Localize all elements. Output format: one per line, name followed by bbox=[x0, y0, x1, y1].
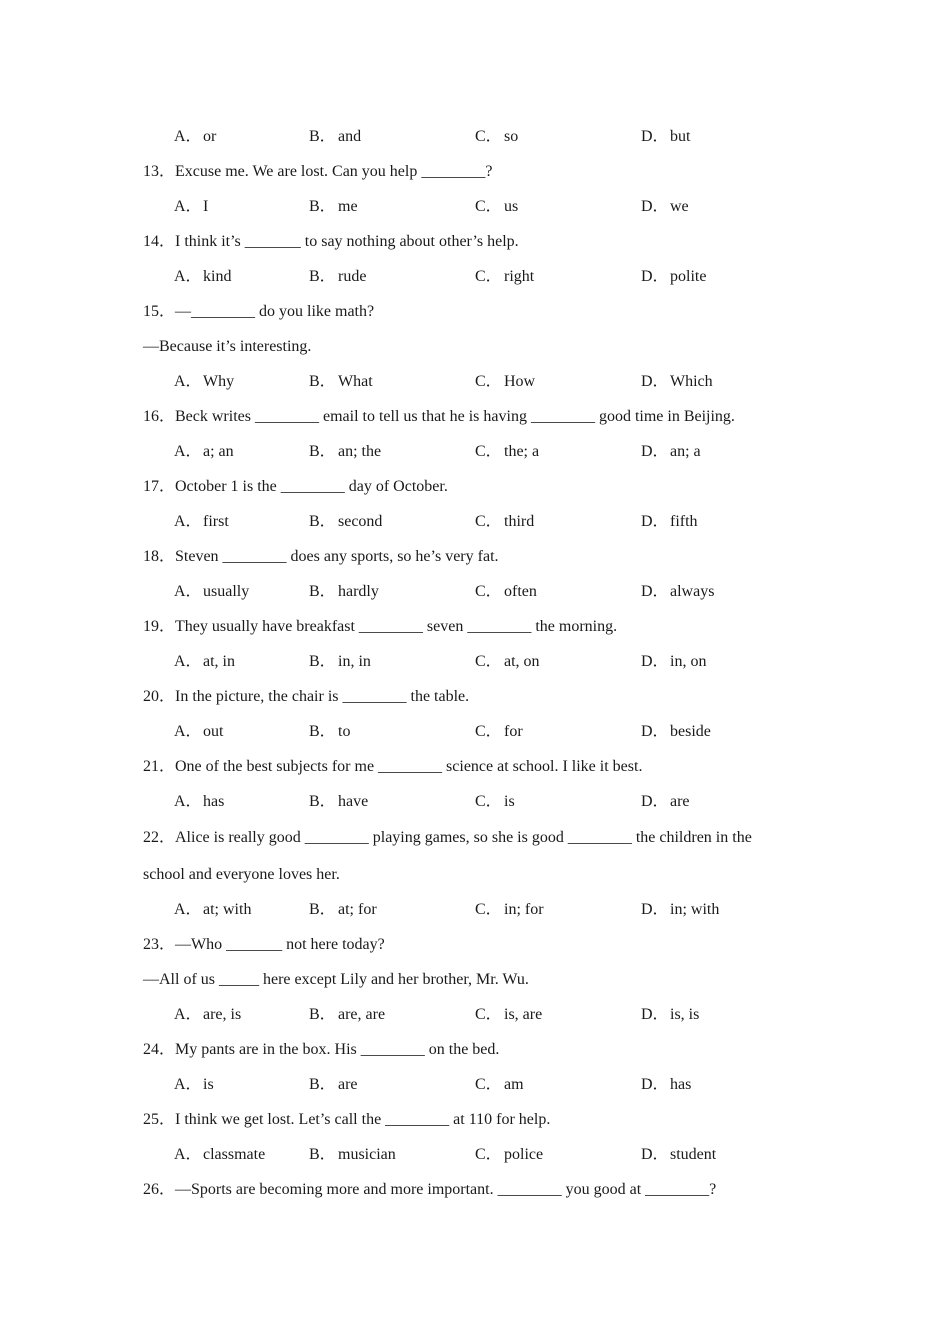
option-a[interactable]: A．kind bbox=[174, 268, 232, 285]
option-d[interactable]: D．are bbox=[641, 793, 690, 810]
option-d[interactable]: D．polite bbox=[641, 268, 707, 285]
option-b[interactable]: B． to bbox=[309, 723, 351, 740]
option-b[interactable]: B． rude bbox=[309, 268, 367, 285]
q23-reply: —All of us _____ here except Lily and her brother, Mr. Wu. bbox=[143, 971, 529, 988]
option-b[interactable]: B． second bbox=[309, 513, 383, 530]
option-c[interactable]: C． right bbox=[475, 268, 535, 285]
option-c[interactable]: C． for bbox=[475, 723, 523, 740]
option-b[interactable]: B． hardly bbox=[309, 583, 379, 600]
option-d[interactable]: D．in, on bbox=[641, 653, 707, 670]
q14-stem: 14．I think it’s _______ to say nothing about other’s help. bbox=[143, 233, 519, 250]
option-c[interactable]: C． is, are bbox=[475, 1006, 543, 1023]
option-b[interactable]: B． have bbox=[309, 793, 369, 810]
option-c[interactable]: C． often bbox=[475, 583, 537, 600]
option-d[interactable]: D．has bbox=[641, 1076, 692, 1093]
option-a[interactable]: A．I bbox=[174, 198, 209, 215]
option-a[interactable]: A．is bbox=[174, 1076, 214, 1093]
option-b[interactable]: B． What bbox=[309, 373, 373, 390]
option-b[interactable]: B． are bbox=[309, 1076, 358, 1093]
option-a[interactable]: A．or bbox=[174, 128, 217, 145]
q16-options bbox=[174, 442, 794, 462]
q20-options bbox=[174, 722, 794, 742]
q19-stem: 19．They usually have breakfast ________ seven ________ the morning. bbox=[143, 618, 618, 635]
q20-stem: 20．In the picture, the chair is ________ the table. bbox=[143, 688, 470, 705]
q24-options bbox=[174, 1075, 794, 1095]
q23-options bbox=[174, 1005, 794, 1025]
option-d[interactable]: D．Which bbox=[641, 373, 713, 390]
option-a[interactable]: A．at; with bbox=[174, 901, 252, 918]
q21-options bbox=[174, 792, 794, 812]
option-b[interactable]: B． musician bbox=[309, 1146, 396, 1163]
option-b[interactable]: B． in, in bbox=[309, 653, 371, 670]
q18-options bbox=[174, 582, 794, 602]
option-c[interactable]: C． third bbox=[475, 513, 535, 530]
q24-stem: 24．My pants are in the box. His ________ on the bed. bbox=[143, 1041, 500, 1058]
option-c[interactable]: C． us bbox=[475, 198, 519, 215]
option-a[interactable]: A．are, is bbox=[174, 1006, 242, 1023]
q16-stem: 16．Beck writes ________ email to tell us that he is having ________ good time in Beijing. bbox=[143, 408, 735, 425]
option-b[interactable]: B． and bbox=[309, 128, 362, 145]
option-b[interactable]: B． me bbox=[309, 198, 358, 215]
option-b[interactable]: B． at; for bbox=[309, 901, 377, 918]
option-a[interactable]: A．at, in bbox=[174, 653, 235, 670]
q17-options bbox=[174, 512, 794, 532]
q25-stem: 25．I think we get lost. Let’s call the ________ at 110 for help. bbox=[143, 1111, 551, 1128]
option-c[interactable]: C． so bbox=[475, 128, 519, 145]
option-d[interactable]: D．an; a bbox=[641, 443, 701, 460]
option-c[interactable]: C． police bbox=[475, 1146, 544, 1163]
q13-options bbox=[174, 197, 794, 217]
q21-stem: 21．One of the best subjects for me ________ science at school. I like it best. bbox=[143, 758, 643, 775]
q18-stem: 18．Steven ________ does any sports, so he’s very fat. bbox=[143, 548, 499, 565]
option-c[interactable]: C． the; a bbox=[475, 443, 540, 460]
q13-stem: 13．Excuse me. We are lost. Can you help ________? bbox=[143, 163, 493, 180]
option-a[interactable]: A．has bbox=[174, 793, 225, 810]
q19-options bbox=[174, 652, 794, 672]
q15-stem: 15．—________ do you like math? bbox=[143, 303, 375, 320]
option-d[interactable]: D．always bbox=[641, 583, 715, 600]
option-a[interactable]: A．classmate bbox=[174, 1146, 266, 1163]
option-c[interactable]: C． is bbox=[475, 793, 515, 810]
option-d[interactable]: D．we bbox=[641, 198, 689, 215]
q15-options bbox=[174, 372, 794, 392]
option-c[interactable]: C． am bbox=[475, 1076, 524, 1093]
q22-stem-continued: school and everyone loves her. bbox=[143, 866, 340, 883]
option-b[interactable]: B． are, are bbox=[309, 1006, 386, 1023]
option-a[interactable]: A．Why bbox=[174, 373, 235, 390]
q26-stem: 26．—Sports are becoming more and more important. ________ you good at ________? bbox=[143, 1181, 717, 1198]
option-d[interactable]: D．student bbox=[641, 1146, 717, 1163]
q15-reply: —Because it’s interesting. bbox=[143, 338, 312, 355]
option-d[interactable]: D．in; with bbox=[641, 901, 720, 918]
option-d[interactable]: D．is, is bbox=[641, 1006, 700, 1023]
option-a[interactable]: A．a; an bbox=[174, 443, 234, 460]
q23-stem: 23．—Who _______ not here today? bbox=[143, 936, 385, 953]
q14-options bbox=[174, 267, 794, 287]
option-b[interactable]: B． an; the bbox=[309, 443, 382, 460]
option-c[interactable]: C． in; for bbox=[475, 901, 544, 918]
q22-stem: 22．Alice is really good ________ playing games, so she is good ________ the children in the bbox=[143, 829, 752, 846]
q17-stem: 17．October 1 is the ________ day of October. bbox=[143, 478, 448, 495]
option-a[interactable]: A．usually bbox=[174, 583, 250, 600]
option-d[interactable]: D．beside bbox=[641, 723, 711, 740]
q12-options bbox=[174, 127, 794, 147]
option-a[interactable]: A．first bbox=[174, 513, 229, 530]
option-c[interactable]: C． How bbox=[475, 373, 536, 390]
option-c[interactable]: C． at, on bbox=[475, 653, 540, 670]
option-d[interactable]: D．but bbox=[641, 128, 691, 145]
option-a[interactable]: A．out bbox=[174, 723, 224, 740]
q25-options bbox=[174, 1145, 794, 1165]
option-d[interactable]: D．fifth bbox=[641, 513, 698, 530]
q22-options bbox=[174, 900, 794, 920]
